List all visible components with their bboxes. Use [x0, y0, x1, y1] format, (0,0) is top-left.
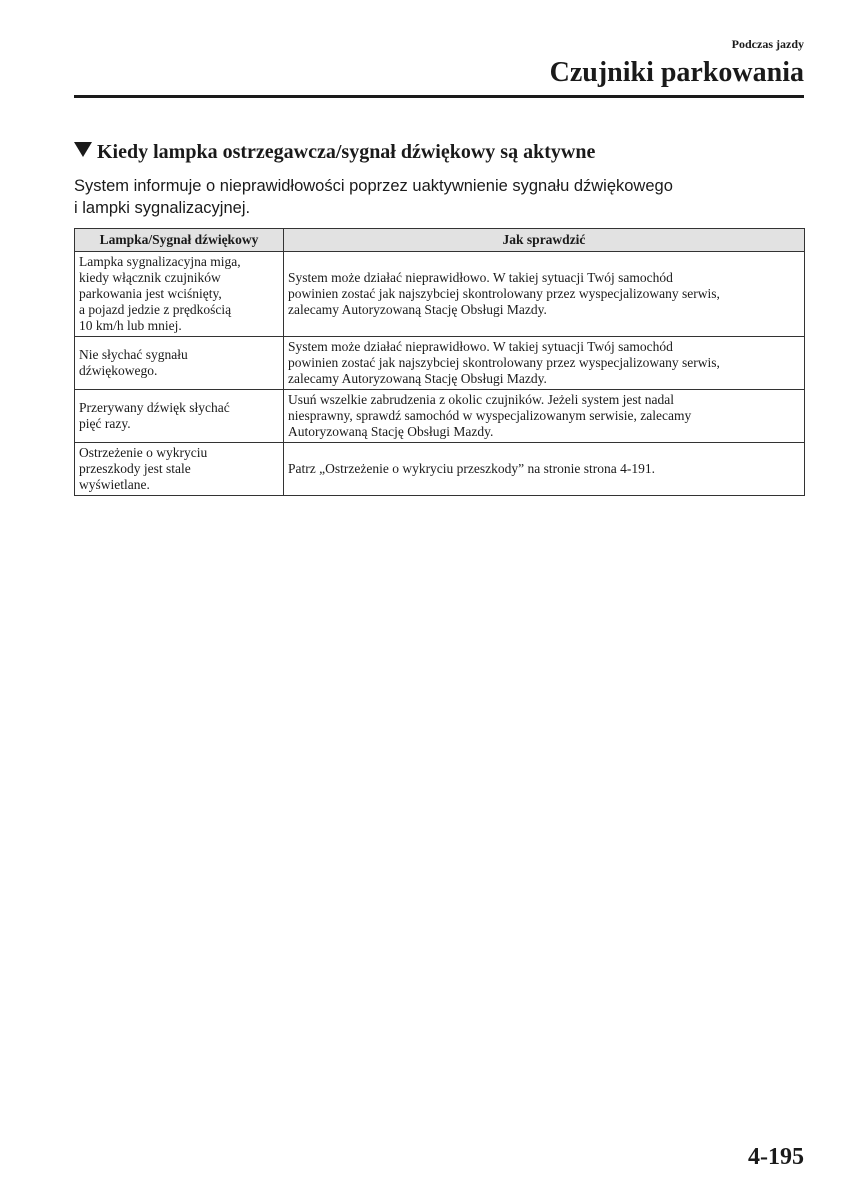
condition-line: przeszkody jest stale: [79, 461, 191, 476]
action-line: niesprawny, sprawdź samochód w wyspecjalizowanym serwisie, zalecamy: [288, 408, 692, 423]
condition-line: Nie słychać sygnału: [79, 347, 188, 362]
action-line: Patrz „Ostrzeżenie o wykryciu przeszkody” na stronie strona 4-191.: [288, 461, 655, 476]
condition-cell: [75, 443, 284, 496]
condition-line: Przerywany dźwięk słychać: [79, 400, 230, 415]
page-number: 4-195: [748, 1144, 804, 1170]
table-row: [75, 390, 805, 443]
action-line: zalecamy Autoryzowaną Stację Obsługi Mazdy.: [288, 302, 547, 317]
condition-line: a pojazd jedzie z prędkością: [79, 302, 232, 317]
intro-paragraph: [74, 175, 673, 219]
action-cell: [284, 443, 805, 496]
triangle-bullet-icon: [74, 142, 92, 157]
action-line: Autoryzowaną Stację Obsługi Mazdy.: [288, 424, 494, 439]
action-line: powinien zostać jak najszybciej skontrolowany przez wyspecjalizowany serwis,: [288, 286, 720, 301]
table-row: [75, 443, 805, 496]
condition-line: kiedy włącznik czujników: [79, 270, 221, 285]
condition-line: dźwiękowego.: [79, 363, 158, 378]
condition-line: Lampka sygnalizacyjna miga,: [79, 254, 241, 269]
condition-cell: [75, 337, 284, 390]
action-line: Usuń wszelkie zabrudzenia z okolic czujników. Jeżeli system jest nadal: [288, 392, 674, 407]
column-header-signal: Lampka/Sygnał dźwiękowy: [75, 229, 284, 252]
action-line: zalecamy Autoryzowaną Stację Obsługi Mazdy.: [288, 371, 547, 386]
page-title: Czujniki parkowania: [549, 57, 804, 88]
subsection-heading-text: Kiedy lampka ostrzegawcza/sygnał dźwiękowy są aktywne: [97, 141, 596, 163]
condition-cell: [75, 390, 284, 443]
column-header-check: Jak sprawdzić: [284, 229, 805, 252]
table-row: [75, 337, 805, 390]
table-row: [75, 252, 805, 337]
title-divider: [74, 95, 804, 98]
intro-line: System informuje o nieprawidłowości poprzez uaktywnienie sygnału dźwiękowego: [74, 177, 673, 195]
condition-cell: [75, 252, 284, 337]
action-line: powinien zostać jak najszybciej skontrolowany przez wyspecjalizowany serwis,: [288, 355, 720, 370]
condition-line: parkowania jest wciśnięty,: [79, 286, 222, 301]
section-label: Podczas jazdy: [731, 37, 804, 51]
action-cell: [284, 337, 805, 390]
action-line: System może działać nieprawidłowo. W takiej sytuacji Twój samochód: [288, 339, 673, 354]
diagnostic-table: [74, 228, 805, 496]
condition-line: wyświetlane.: [79, 477, 150, 492]
condition-line: pięć razy.: [79, 416, 131, 431]
condition-line: 10 km/h lub mniej.: [79, 318, 182, 333]
table-header-row: [75, 229, 805, 252]
condition-line: Ostrzeżenie o wykryciu: [79, 445, 208, 460]
intro-line: i lampki sygnalizacyjnej.: [74, 199, 251, 217]
action-line: System może działać nieprawidłowo. W takiej sytuacji Twój samochód: [288, 270, 673, 285]
action-cell: [284, 252, 805, 337]
subsection-heading: [74, 139, 595, 165]
action-cell: [284, 390, 805, 443]
